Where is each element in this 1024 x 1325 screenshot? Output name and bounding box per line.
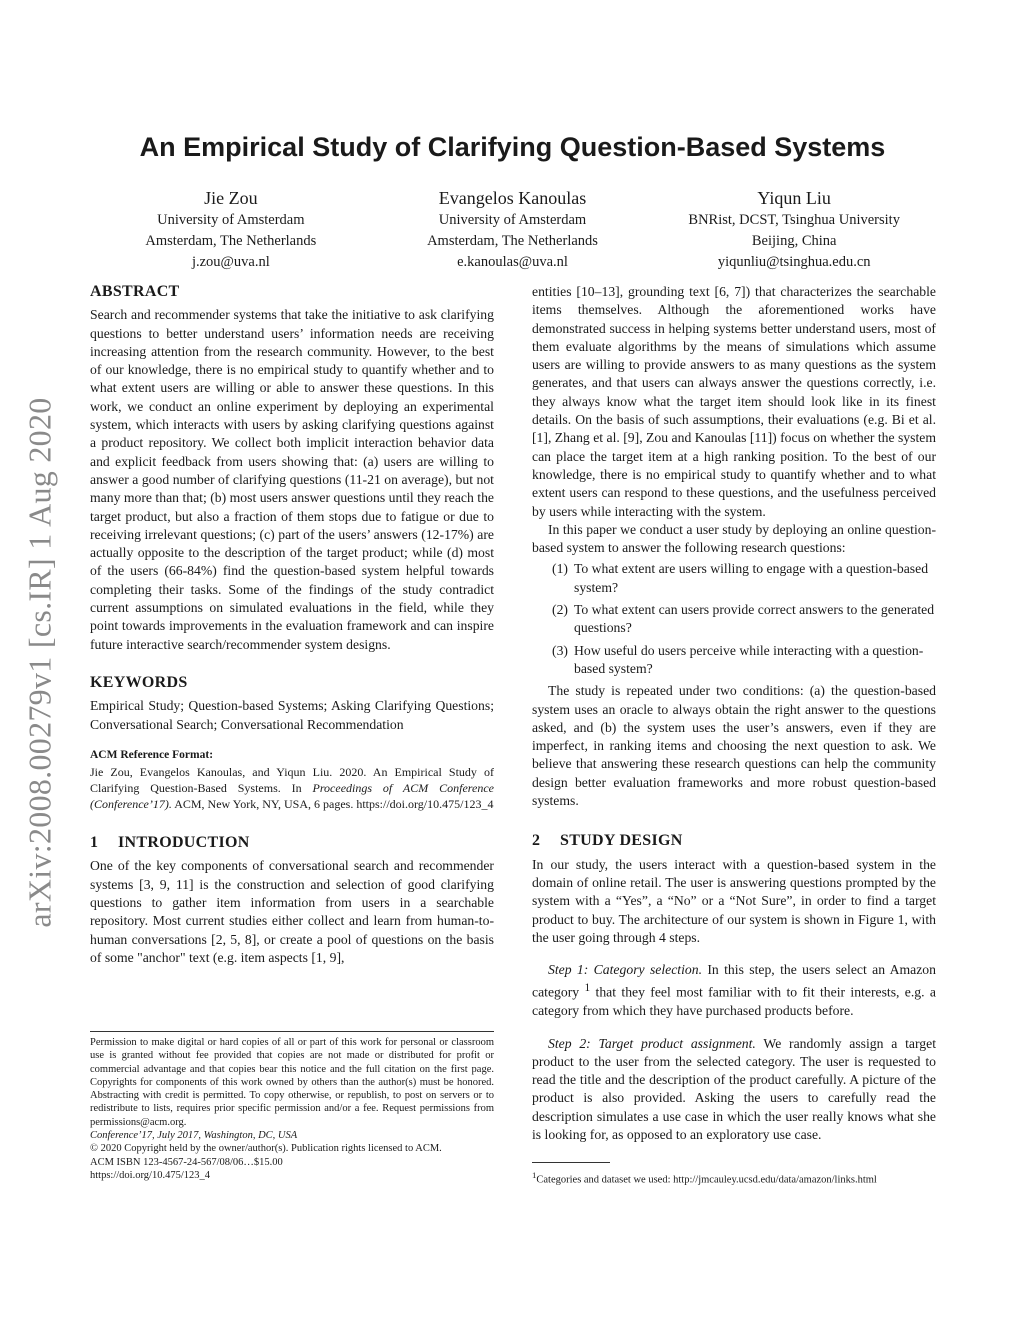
author-affiliation: University of Amsterdam <box>157 212 305 228</box>
step-2-title: Step 2: Target product assignment. <box>548 1035 756 1051</box>
acm-reference-venue: Proceedings of ACM Conference (Conference’17). <box>90 781 494 812</box>
intro-paragraph-2: In this paper we conduct a user study by deploying an online question-based system to answer the following research questions: <box>532 521 936 556</box>
author-location: Amsterdam, The Netherlands <box>145 233 317 249</box>
author-email[interactable]: e.kanoulas@uva.nl <box>457 254 568 270</box>
author-name: Evangelos Kanoulas <box>438 188 587 208</box>
question-number: (3) <box>552 642 568 658</box>
footnote <box>532 1168 936 1188</box>
step-2-text: We randomly assign a target product to the user from the selected category. The user is requested to read the title and the description of the product carefully. A picture of the product is also provided. Asking the users to carefully read the description simulates a use case in which the user really knows what she is looking for, as opposed to an exploratory use case. <box>532 1035 936 1143</box>
conference-info <box>90 1129 494 1142</box>
section-heading-study-design <box>532 832 936 850</box>
step-1-text-a: In this step, the users select an Amazon category <box>532 962 936 1000</box>
acm-reference-part1: Jie Zou, Evangelos Kanoulas, and Yiqun Liu. 2020. An Empirical Study of Clarifying Question-Based Systems. In <box>90 765 494 796</box>
isbn-line: ACM ISBN 123-4567-24-567/08/06…$15.00 <box>90 1156 283 1168</box>
research-question <box>532 601 936 638</box>
section-number: 2 <box>532 832 541 850</box>
footnote-rule <box>532 1162 610 1163</box>
permission-notice <box>90 1031 494 1182</box>
conference-name: Conference’17, July 2017, Washington, DC, USA <box>90 1130 298 1142</box>
author-affiliation: University of Amsterdam <box>438 212 587 228</box>
footnote-marker[interactable]: 1 <box>584 982 591 995</box>
author-2 <box>372 186 654 273</box>
study-paragraph-1: In our study, the users interact with a question-based system in the domain of online retail. The user is answering questions prompted by the system with a “Yes”, a “No” or a “Not Sure”, in order to find a target product to buy. The architecture of our system is shown in Figure 1, with the user going through 4 steps. <box>532 856 936 945</box>
step-2-paragraph <box>532 1035 936 1145</box>
arxiv-sidebar-stamp <box>10 365 70 960</box>
doi-link[interactable]: https://doi.org/10.475/123_4 <box>90 1169 210 1181</box>
intro-paragraph-3: The study is repeated under two conditions: (a) the question-based system uses an oracle to always obtain the right answer to the questions asked, and (b) the system uses the user’s answers, even if they are imperfect, in ranking items and choosing the next question to ask. We believe that answering these research questions can help the community design better evaluation frameworks and more robust question-based systems. <box>532 683 936 809</box>
arxiv-identifier: arXiv:2008.00279v1 [cs.IR] 1 Aug 2020 <box>21 397 58 928</box>
acm-reference-heading: ACM Reference Format: <box>90 748 214 761</box>
permission-text: Permission to make digital or hard copies of all or part of this work for personal or classroom use is granted without fee provided that copies are not made or distributed for profit or commercial advantage and that copies bear this notice and the full citation on the first page. Copyrights for components of this work owned by others than the author(s) must be honored. Abstracting with credit is permitted. To copy otherwise, or republish, to post on servers or to redistribute to lists, requires prior specific permission and/or a fee. Request permissions from permissions@acm.org. <box>90 1037 494 1128</box>
intro-paragraph-1: One of the key components of conversational search and recommender systems [3, 9, 11] is the construction and selection of good clarifying questions to gather item information from users in a searchable repository. Most current studies either collect and learn from human-to-human conversations [2, 5, 8], or create a pool of questions on the basis of some "anchor" text (e.g. item aspects [1, 9], <box>90 858 494 965</box>
author-3 <box>653 186 935 273</box>
copyright-line: © 2020 Copyright held by the owner/author(s). Publication rights licensed to ACM. <box>90 1143 442 1155</box>
section-heading-introduction <box>90 834 494 852</box>
author-1 <box>90 186 372 273</box>
section-number: 1 <box>90 834 99 852</box>
keywords-text: Empirical Study; Question-based Systems; Asking Clarifying Questions; Conversational Search; Conversational Recommendation <box>90 698 494 732</box>
author-location: Beijing, China <box>751 233 837 249</box>
author-name: Yiqun Liu <box>757 188 831 208</box>
author-location: Amsterdam, The Netherlands <box>427 233 598 249</box>
step-1-text-b: that they feel most familiar with to fit their interests, e.g. a category from which they have purchased products before. <box>532 984 936 1019</box>
section-title: STUDY DESIGN <box>560 832 683 850</box>
left-column <box>90 283 494 967</box>
question-text: To what extent can users provide correct answers to the generated questions? <box>574 602 935 636</box>
acm-reference-text <box>90 764 494 812</box>
keywords-heading: KEYWORDS <box>90 673 188 691</box>
intro-paragraph-1-continued: entities [10–13], grounding text [6, 7]) that characterizes the searchable items themselves. Although the aforementioned works have demonstrated success in helping systems better understand users, most of them evaluate algorithms by the means of simulations which assume users are willing to provide answers to as many questions as the system generates, and that users can always answer the questions correctly, i.e. they always know what the target item should look like in its finest details. On the basis of such assumptions, their evaluations (e.g. Bi et al. [1], Zhang et al. [9], Zou and Kanoulas [11]) focus on whether the system can place the target item at a high ranking position. To the best of our knowledge, there is no empirical study to quantify whether and to what extent users can respond to these questions, and the usefulness perceived by users while interacting with the system. <box>532 284 936 519</box>
author-name: Jie Zou <box>204 188 258 208</box>
author-affiliation: BNRist, DCST, Tsinghua University <box>688 212 900 228</box>
question-text: To what extent are users willing to engage with a question-based system? <box>574 561 929 595</box>
step-1-paragraph <box>532 961 936 1020</box>
question-number: (1) <box>552 561 568 577</box>
author-block <box>90 186 935 273</box>
right-column <box>532 283 936 1188</box>
acm-reference-part2: ACM, New York, NY, USA, 6 pages. https://doi.org/10.475/123_4 <box>171 797 494 812</box>
research-question <box>532 560 936 597</box>
question-number: (2) <box>552 602 568 618</box>
footnote-text: Categories and dataset we used: http://jmcauley.ucsd.edu/data/amazon/links.html <box>536 1174 877 1186</box>
footnote-number: 1 <box>532 1170 537 1181</box>
paper-title: An Empirical Study of Clarifying Question-Based Systems <box>139 132 886 162</box>
step-1-title: Step 1: Category selection. <box>548 962 703 978</box>
author-email[interactable]: j.zou@uva.nl <box>191 254 270 270</box>
question-text: How useful do users perceive while interacting with a question-based system? <box>574 642 924 676</box>
abstract-text: Search and recommender systems that take the initiative to ask clarifying questions to better understand users’ information needs are receiving increasing attention from the research community. However, to the best of our knowledge, there is no empirical study to quantify whether and to what extent users are willing or able to answer these questions. In this work, we conduct an online experiment by deploying an experimental system, which interacts with users by asking clarifying questions against a product repository. We collect both implicit interaction behavior data and explicit feedback from users showing that: (a) users are willing to answer a good number of clarifying questions (11-21 on average), but not many more than that; (b) most users answer questions until they reach the target product, but also a fraction of them stops due to fatigue or due to receiving irrelevant questions; (c) part of the users’ answers (12-17%) are actually opposite to the description of the target product; while (d) most of the users (66-84%) find the question-based system helpful towards completing their tasks. Some of the findings of the study contradict current assumptions on simulated evaluations in the field, while they point towards improvements in the evaluation framework and can inspire future interactive search/recommender system designs. <box>90 307 494 652</box>
section-title: INTRODUCTION <box>118 834 250 852</box>
research-question <box>532 642 936 679</box>
author-email[interactable]: yiqunliu@tsinghua.edu.cn <box>717 254 871 270</box>
abstract-heading: ABSTRACT <box>90 283 180 300</box>
